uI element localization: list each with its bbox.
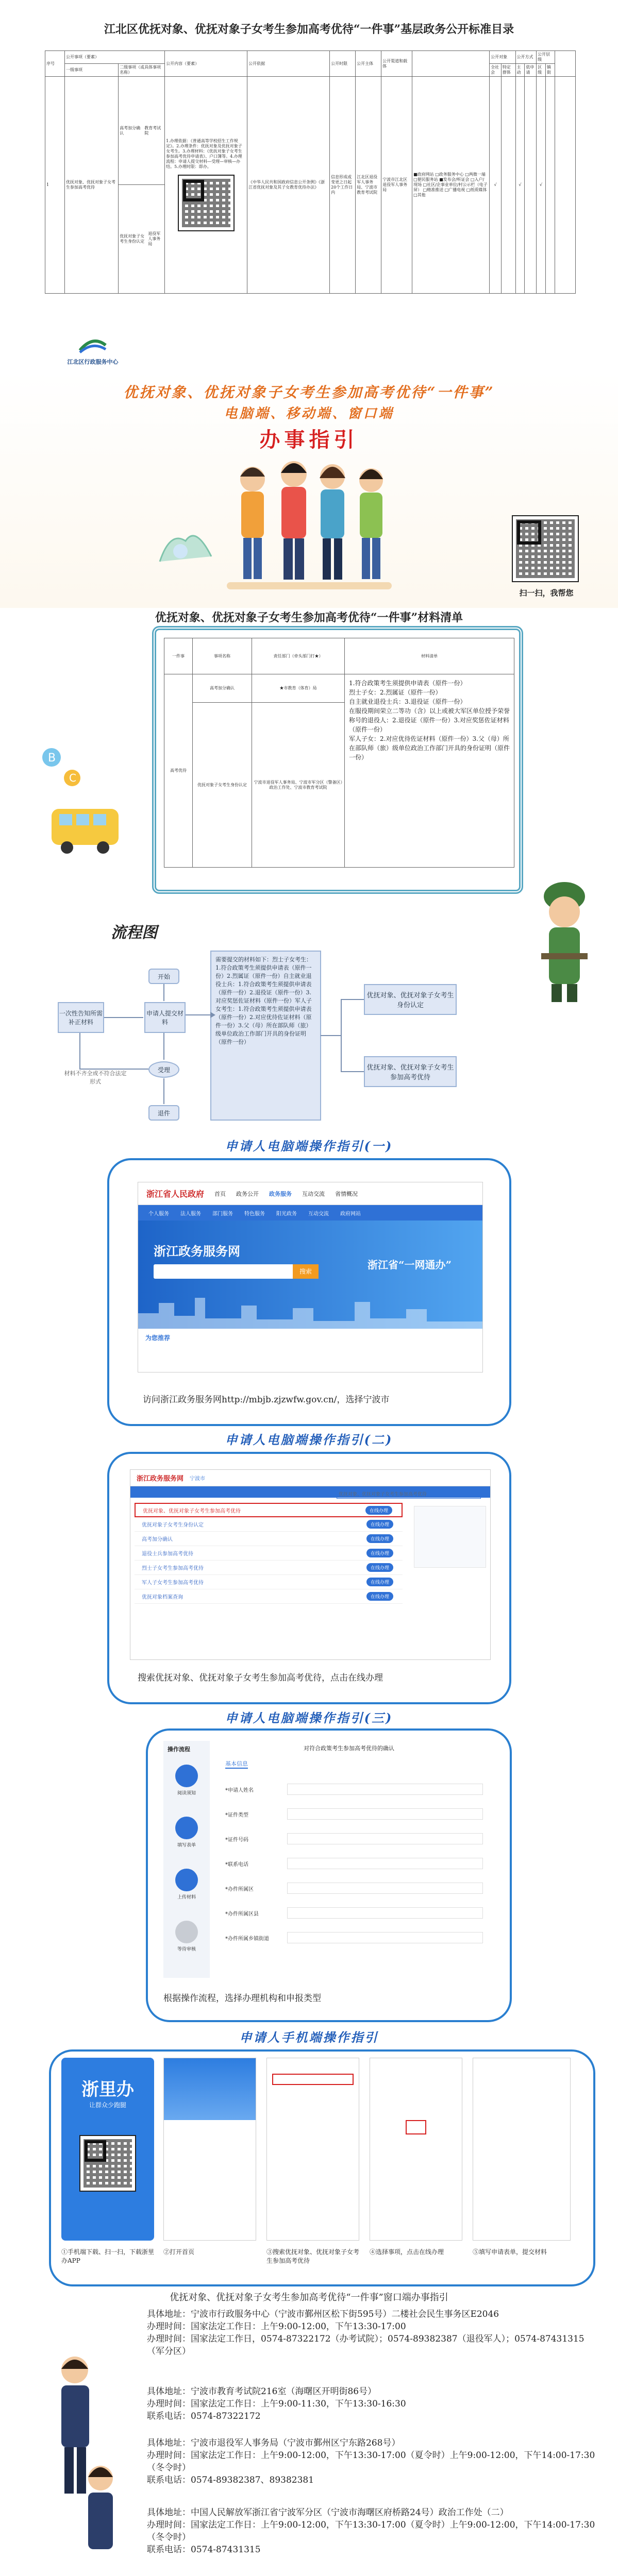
zj-nav-1[interactable]: 政务公开 (236, 1190, 259, 1197)
cell-all: √ (490, 77, 502, 294)
contact-key: 办理时间： (147, 2334, 191, 2344)
flow-box-priority: 优抚对象、优抚对象子女考生参加高考优待 (364, 1056, 457, 1087)
mobile-step-3: ③搜索优抚对象、优抚对象子女考生参加高考优待 (266, 2248, 360, 2264)
applicant-name-input[interactable] (287, 1784, 483, 1795)
cell-town (546, 77, 555, 294)
sub-all: 全社会 (490, 64, 502, 77)
mobile-step-2: ②打开首页 (163, 2248, 195, 2256)
zj-gov-logo: 浙江省人民政府 (146, 1189, 205, 1199)
sub-request: 依申请 (525, 64, 537, 77)
col-limit: 公开时限 (330, 51, 356, 77)
cell-subject: 江北区退役军人事务局、宁波市教育考试院 (356, 77, 381, 294)
sub-l1: 一级事项 (65, 64, 119, 77)
street-select[interactable] (287, 1932, 483, 1943)
cell-contact: 宁波市江北区退役军人事务局 (381, 77, 412, 294)
result-row[interactable]: 烈士子女考生参加高考优待 在线办理 (135, 1561, 403, 1575)
l2-a: 高考加分确认 (120, 125, 141, 135)
flow-notify: 一次性告知所需补正材料 (58, 1002, 104, 1033)
field-label: *联系电话 (225, 1861, 248, 1868)
zwfw-logo: 浙江政务服务网 (137, 1475, 184, 1483)
cell-index: 1 (45, 77, 65, 294)
zj-sub-6[interactable]: 政府网站 (340, 1211, 361, 1217)
contact-value: 宁波市退役军人事务局（宁波市鄞州区宁东路268号） (191, 2438, 400, 2448)
id-number-input[interactable] (287, 1833, 483, 1844)
col-remark (555, 51, 576, 77)
flow-reject-note: 材料不齐全或不符合法定形式 (64, 1070, 127, 1085)
result-row[interactable]: 优抚对象子女考生身份认定 在线办理 (135, 1517, 403, 1532)
contact-value: 宁波市行政服务中心（宁波市鄞州区松下街595号）二楼社会民生事务区E2046 (191, 2309, 499, 2319)
col-event: 公开事项（要素） (65, 51, 165, 64)
mat-event: 高考优待 (164, 674, 193, 868)
online-apply-button[interactable]: 在线办理 (366, 1520, 393, 1529)
screenshot-pc3 (163, 1741, 493, 1978)
contact-key: 具体地址： (147, 2507, 191, 2518)
contact-key: 具体地址： (147, 2438, 191, 2448)
phone-input[interactable] (287, 1858, 483, 1869)
app-name: 浙里办 (81, 2079, 134, 2100)
standard-table (45, 50, 576, 294)
contact-key: 联系电话： (147, 2411, 191, 2421)
contact-value: 国家法定工作日：上午9:00-12:00，下午13:30-17:00 (191, 2321, 406, 2332)
col-channel: 公开渠道和载体 (381, 51, 412, 77)
zj-nav-0[interactable]: 首页 (214, 1190, 226, 1197)
center-logo-label: 江北区行政服务中心 (67, 359, 119, 365)
scan-qr-code[interactable] (512, 515, 579, 582)
sub-town: 镇街 (546, 64, 555, 77)
flow-handle: 受理 (148, 1061, 179, 1078)
cell-basis: 《中华人民共和国政府信息公开条例》《浙江省优抚对象及其子女教育优待办法》 (247, 77, 330, 294)
sub-l2: 二级事项（或具体事项名称） (119, 64, 165, 77)
mobile-step-5: ⑤填写申请表单，提交材料 (473, 2248, 547, 2256)
col-level: 公开层级 (537, 51, 555, 64)
col-subject: 公开主体 (356, 51, 381, 77)
page-title: 江北区优抚对象、优抚对象子女考生参加高考优待“一件事”基层政务公开标准目录 (104, 23, 514, 36)
flow-title: 流程图 (111, 924, 157, 942)
mat-h-item: 事项名称 (193, 638, 252, 674)
materials-title: 优抚对象、优抚对象子女考生参加高考优待“一件事”材料清单 (155, 611, 463, 624)
field-label: *申请人姓名 (225, 1787, 254, 1793)
phone-search (266, 2058, 359, 2241)
contact-key: 联系电话： (147, 2475, 191, 2485)
app-download-qr[interactable] (79, 2135, 136, 2192)
online-apply-button[interactable]: 在线办理 (366, 1578, 393, 1586)
field-label: *证件号码 (225, 1837, 248, 1843)
screenshot-pc1 (138, 1182, 483, 1372)
col-mode: 公开方式 (515, 51, 537, 64)
field-label: *证件类型 (225, 1812, 248, 1818)
step-upload: 上传材料 (177, 1895, 196, 1900)
mat-h-dept: 责任部门（牵头部门打★） (252, 638, 345, 674)
zj-hero-right: 浙江省“一网通办” (367, 1259, 452, 1271)
zj-sub-0[interactable]: 个人服务 (148, 1211, 169, 1217)
cell-content (165, 77, 247, 294)
phone-search-box[interactable] (272, 2074, 354, 2085)
guide-pc3-title: 申请人电脑端操作指引(三) (225, 1710, 393, 1725)
zj-search-input[interactable] (154, 1264, 308, 1279)
cell-specific (501, 77, 515, 294)
l2-b: 优抚对象子女考生身份认定 (120, 234, 145, 244)
flow-branch (321, 979, 367, 1092)
contact-key: 办理时间： (147, 2399, 191, 2409)
contact-value: 宁波市教育考试院216室（海曙区开明街86号） (191, 2386, 377, 2397)
guide-mobile-frame (49, 2049, 595, 2286)
result-row[interactable]: 军人子女考生参加高考优待 在线办理 (135, 1575, 403, 1589)
mat-h-event: 一件事 (164, 638, 193, 674)
contact-key: 具体地址： (147, 2309, 191, 2319)
app-subtitle: 让群众少跑腿 (89, 2102, 126, 2109)
form-fields (225, 1777, 483, 1950)
result-row[interactable]: 高考加分确认 在线办理 (135, 1532, 403, 1546)
id-type-select[interactable] (287, 1808, 483, 1820)
contact-key: 具体地址： (147, 2386, 191, 2397)
contact-block-4 (147, 2506, 595, 2556)
cell-l1: 优抚对象、优抚对象子女考生参加高考优待 (65, 77, 119, 294)
guide-pc2-title: 申请人电脑端操作指引(二) (225, 1432, 393, 1447)
zj-nav-4[interactable]: 省情概况 (335, 1190, 358, 1197)
sub-district: 区级 (537, 64, 546, 77)
zj-nav-2[interactable]: 政务服务 (269, 1190, 292, 1197)
center-logo-icon (77, 335, 108, 355)
online-apply-button[interactable]: 在线办理 (366, 1534, 393, 1543)
flow-arrows (52, 981, 191, 1115)
poster-headline-3: 办事指引 (259, 428, 359, 452)
step-wait-icon (175, 1921, 198, 1943)
cell-channel: ■政府网站 □政务服务中心 □两微一端 □便民服务站 ■发布会/听证会 □入户/现场 □社区/企事业单位/村公示栏（电子屏） □精准推送 □广播电视 □纸质媒体 □其他 (412, 77, 490, 294)
mobile-step-1: ①手机端下载、扫一扫，下载浙里办APP (61, 2248, 155, 2264)
unit-a: 教育考试院 (144, 125, 161, 135)
guide-mobile-title: 申请人手机端操作指引 (239, 2030, 379, 2045)
result-row-highlight[interactable]: 优抚对象、优抚对象子女考生参加高考优待 在线办理 (135, 1503, 403, 1517)
step-form-icon (175, 1817, 198, 1839)
flow-sidebar-title: 操作流程 (168, 1746, 190, 1753)
step-read-icon (175, 1765, 198, 1787)
online-apply-button[interactable]: 在线办理 (366, 1549, 393, 1557)
mat-h-list: 材料清单 (345, 638, 514, 674)
contact-value: 0574-87431315 (191, 2545, 261, 2555)
guide-pc2-frame (107, 1452, 511, 1704)
mat-item-2: 优抚对象子女考生身份认定 (193, 703, 252, 868)
staff-illustration (44, 2349, 131, 2566)
region-select[interactable] (287, 1883, 483, 1894)
guide-pc3-caption: 根据操作流程，选择办理机构和申报类型 (163, 1993, 321, 2004)
contact-value: 0574-87322172 (191, 2411, 261, 2421)
col-object: 公开对象 (490, 51, 515, 64)
svg-text:B: B (48, 752, 56, 765)
zj-nav-3[interactable]: 互动交流 (302, 1190, 325, 1197)
phone-home-banner (164, 2058, 256, 2120)
step-read: 阅读须知 (177, 1791, 196, 1796)
result-row[interactable]: 优抚对象档案查询 在线办理 (135, 1589, 403, 1604)
content-text: 1.办理依据：《普通高等学校招生工作规定》。2.办理条件：优抚对象及优抚对象子女考生。3.办理材料：《优抚对象子女考生参加高考优待申请表》、户口簿等。4.办理流程：申请人提交材料—受理—审核—办结。5.办理时限：即办。 (166, 139, 242, 169)
flow-apply: 申请人提交材料 (144, 1002, 186, 1033)
flow-materials-box: 需要提交的材料如下：烈士子女考生：1.符合政策考生须提供申请表（原件一份）2.烈属证（原件一份）自主就业退役士兵：1.符合政策考生须提供申请表（原件一份）2.退役证（原件一份）3.对应奖惩佐证材料（原件一份）军人子女考生：1.符合政策考生须提供申请表（原件一份）2.对应优待佐证材料（原件一份）3.父（母）所在部队师（旅）级单位政治工作部门开具的身份证明（原件一份） (210, 951, 321, 1121)
center-logo (64, 335, 121, 366)
zj-sub-5[interactable]: 互动交流 (308, 1211, 329, 1217)
zj-hero-title: 浙江政务服务网 (154, 1244, 240, 1259)
zj-sub-3[interactable]: 特色服务 (244, 1211, 265, 1217)
contact-value: 国家法定工作日：上午9:00-11:30，下午13:30-16:30 (191, 2399, 406, 2409)
cell-district: √ (537, 77, 546, 294)
field-label: *办件所属乡镇街道 (225, 1936, 269, 1942)
cell-request (525, 77, 537, 294)
materials-table (164, 638, 514, 868)
contact-key: 办理时间： (147, 2450, 191, 2461)
students-illustration (216, 448, 402, 603)
poster-headline-1: 优抚对象、优抚对象子女考生参加高考优待“一件事” (123, 384, 495, 401)
zwfw-city[interactable]: 宁波市 (190, 1476, 206, 1482)
field-label: *办件所属区县 (225, 1911, 259, 1917)
contact-value: 国家法定工作日，0574-87322172（办考试院）；0574-89382387（退役军人）；0574-87431315（军分区） (147, 2334, 584, 2357)
col-basis: 公开依据 (247, 51, 330, 77)
scan-label: 扫一扫，我帮您 (519, 588, 574, 598)
phone-home (163, 2058, 256, 2241)
sub-specific: 特定群体 (501, 64, 515, 77)
phone-apply-button[interactable] (406, 2120, 426, 2134)
county-select[interactable] (287, 1907, 483, 1919)
step-upload-icon (175, 1869, 198, 1891)
unit-b: 退役军人事务局 (148, 231, 161, 246)
mat-item-1: 高考加分确认 (193, 674, 252, 703)
cell-l2 (119, 77, 165, 294)
screenshot-pc2 (130, 1469, 491, 1660)
guide-pc3-frame (146, 1728, 512, 2022)
contact-key: 联系电话： (147, 2545, 191, 2555)
flow-start: 开始 (148, 969, 179, 984)
mat-dept-2: 宁波市退役军人事务局、宁波市军分区（警备区）政治工作处、宁波市教育考试院 (252, 703, 345, 868)
result-row[interactable]: 退役士兵参加高考优待 在线办理 (135, 1546, 403, 1561)
phone-form (473, 2058, 571, 2241)
cloud-icon (170, 541, 191, 562)
contact-block-1 (147, 2308, 595, 2358)
sub-active: 主动 (515, 64, 525, 77)
svg-text:C: C (69, 772, 76, 784)
contact-key: 办理时间： (147, 2520, 191, 2530)
contact-value: 国家法定工作日：上午9:00-12:00，下午13:30-17:00（夏令时）上午9:00-12:00，下午14:00-17:30（冬令时） (147, 2450, 595, 2473)
flow-box-identity: 优抚对象、优抚对象子女考生身份认定 (364, 984, 457, 1015)
online-apply-button[interactable]: 在线办理 (366, 1563, 393, 1572)
zj-sub-2[interactable]: 部门服务 (212, 1211, 233, 1217)
cell-remark (555, 77, 576, 294)
col-content: 公开内容（要素） (165, 51, 247, 77)
soldier-illustration (531, 876, 598, 1005)
cell-limit: 信息形成或变更之日起20个工作日内 (330, 77, 356, 294)
contact-value: 0574-89382387、89382381 (191, 2475, 314, 2485)
window-guide-title: 优抚对象、优抚对象子女考生参加高考优待“一件事”窗口端办事指引 (170, 2292, 448, 2303)
zj-sub-4[interactable]: 阳光政务 (276, 1211, 297, 1217)
mat-list: 1.符合政策考生须提供申请表（原件一份） 烈士子女：2.烈属证（原件一份） 自主就业退役士兵：3.退役证（原件一份） 在服役期间荣立二等功（含）以上或被大军区单位授予荣誉称号的退役人：2.退役证（原件一份）3.对应奖惩佐证材料（原件一份） 军人子女：2.对应优待佐证材料（原件一份）3.父（母）所在部队师（旅）级单位政治工作部门开具的身份证明（原件一份） (345, 674, 514, 868)
poster (0, 371, 618, 608)
zwfw-search-input[interactable]: 优抚对象、优抚对象子女考生参加高考优待 (337, 1488, 481, 1499)
phone-app-splash (61, 2058, 154, 2241)
contact-value: 中国人民解放军浙江省宁波军分区（宁波市海曙区府桥路24号）政治工作处（二） (191, 2507, 509, 2518)
step-wait: 等待审核 (177, 1947, 196, 1952)
zwfw-side-panel (414, 1506, 486, 1568)
zj-recommend: 为您推荐 (145, 1334, 171, 1342)
col-index: 序号 (45, 51, 65, 77)
guide-pc1-caption: 访问浙江政务服务网http://mbjb.zjzwfw.gov.cn/，选择宁波市 (143, 1395, 390, 1405)
zj-search-button[interactable]: 搜索 (293, 1264, 319, 1279)
guide-pc2-caption: 搜索优抚对象、优抚对象子女考生参加高考优待，点击在线办理 (138, 1673, 383, 1683)
qr-code[interactable] (178, 175, 235, 231)
phone-item (370, 2058, 462, 2241)
zj-skyline (138, 1287, 483, 1329)
col-channel-detail (412, 51, 490, 77)
flow-arrow-right (186, 1010, 216, 1020)
contact-block-2 (147, 2385, 595, 2422)
zj-hero (138, 1221, 482, 1329)
step-form: 填写表单 (177, 1843, 196, 1848)
zwfw-result-list (135, 1503, 403, 1604)
online-apply-button[interactable]: 在线办理 (366, 1592, 393, 1601)
flow-end: 退件 (148, 1105, 179, 1121)
contact-value: 国家法定工作日：上午9:00-12:00，下午13:30-17:00（夏令时）上午9:00-12:00，下午14:00-17:30（冬令时） (147, 2520, 595, 2543)
poster-headline-2: 电脑端、移动端、窗口端 (224, 406, 394, 421)
form-heading: 对符合政策考生参加高考优待的确认 (304, 1745, 394, 1752)
mat-dept-1: ★市教育（体育）局 (252, 674, 345, 703)
contact-key: 办理时间： (147, 2321, 191, 2332)
guide-pc1-frame (107, 1158, 511, 1426)
mobile-step-4: ④选择事项，点击在线办理 (370, 2248, 444, 2256)
flow-sidebar (163, 1741, 210, 1978)
cell-active: √ (515, 77, 525, 294)
contact-block-3 (147, 2437, 595, 2486)
guide-pc1-title: 申请人电脑端操作指引(一) (225, 1139, 393, 1154)
online-apply-button[interactable]: 在线办理 (365, 1506, 392, 1515)
zj-sub-1[interactable]: 法人服务 (180, 1211, 201, 1217)
abc-blocks-decoration (31, 747, 124, 902)
form-tab-basic[interactable]: 基本信息 (225, 1759, 248, 1769)
field-label: *办件所属区 (225, 1886, 254, 1892)
